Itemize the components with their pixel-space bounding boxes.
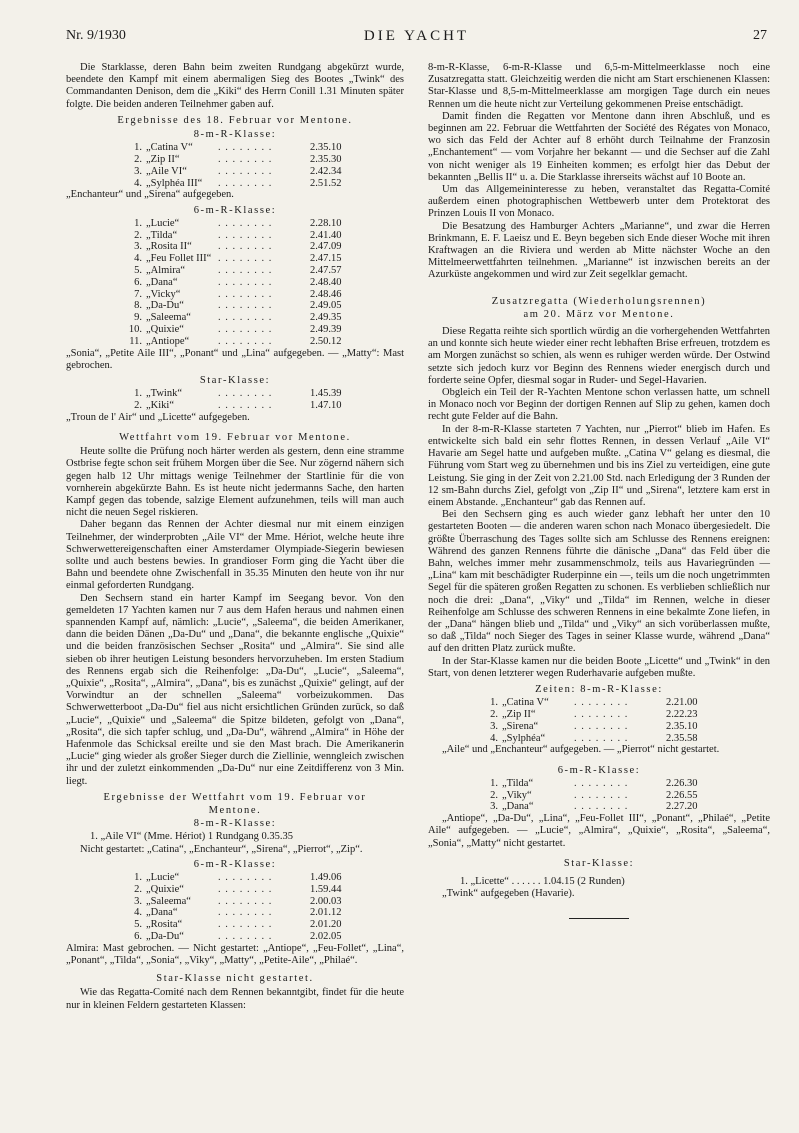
result-time: 2.21.00 bbox=[666, 697, 698, 709]
article-paragraph: In der Star-Klasse kamen nur die beiden Boote „Licette“ und „Twink“ in den Start, von denen letzterer wegen Ruderhavarie aufgeben mußte. bbox=[428, 655, 770, 679]
result-rank: 2. bbox=[134, 154, 142, 166]
leader-dots: . . . . . . . . bbox=[574, 732, 629, 744]
results-19-heading-cont: Mentone. bbox=[208, 805, 262, 817]
result-row bbox=[122, 218, 342, 230]
result-rank: 3. bbox=[134, 165, 142, 177]
result-rank: 3. bbox=[134, 895, 142, 907]
result-boat: „Da-Du“ bbox=[146, 931, 184, 943]
leader-dots: . . . . . . . . bbox=[218, 931, 273, 943]
results-table-6m bbox=[122, 218, 342, 348]
leader-dots: . . . . . . . . bbox=[574, 697, 629, 709]
result-row bbox=[122, 142, 342, 154]
race-19-paragraph: Daher begann das Rennen der Achter diesmal nur mit einem einzigen Teilnehmer, der winderprobten „Aile VI“ der Mme. Hériot, welche heute ihre Schwerwettereigenschaften einer Amsterdamer Olympiade-Siegerin bewiesen sollte und auch bestens bewies. In grandioser Form ging die Yacht über die Bahn und beendete ohne Zwischenfall in 35.35 Minuten den heute von ihr nur einmal geforderten Rundgang. bbox=[66, 519, 404, 592]
result-boat: „Antiope“ bbox=[146, 335, 190, 347]
result-boat: „Catina V“ bbox=[502, 697, 549, 709]
article-paragraph: Obgleich ein Teil der R-Yachten Mentone schon verlassen hatte, um schnell in Monaco noch vor Beginn der dortigen Rennen auf Slip zu gehen, kamen doch recht gute Felder auf die Bahn. bbox=[428, 387, 770, 423]
result-time: 2.02.05 bbox=[310, 931, 342, 943]
result-time: 2.49.05 bbox=[310, 300, 342, 312]
result-row bbox=[478, 790, 698, 802]
result-row bbox=[122, 324, 342, 336]
article-paragraph: Damit finden die Regatten vor Mentone dann ihren Abschluß, und es beginnen am 22. Februar die Wettfahrten der Société des Régates von Monaco, wo sich das Feld der Achter auf 8 erhöht durch Teilnahme der Franzosin „Enchantement“ — vom Vorjahre her bekannt — und die Sechser auf die Zahl von nicht weniger als 19 Einheiten kommen; es erfolgt hier das Debut der bekannten „Bellis II“ u. a. Die Starklasse ihrerseits wächst auf 10 Boote an. bbox=[428, 110, 770, 183]
leader-dots: . . . . . . . . bbox=[218, 312, 273, 324]
result-time: 2.35.10 bbox=[310, 142, 342, 154]
leader-dots: . . . . . . . . bbox=[218, 154, 273, 166]
result-time: 2.41.40 bbox=[310, 229, 342, 241]
result-time: 2.48.46 bbox=[310, 288, 342, 300]
star-class-note: „Twink“ aufgegeben (Havarie). bbox=[442, 888, 575, 900]
result-row bbox=[122, 336, 342, 348]
result-boat: „Tilda“ bbox=[146, 229, 178, 241]
extra-race-heading: Zusatzregatta (Wiederholungsrennen) bbox=[491, 295, 707, 307]
result-row bbox=[122, 253, 342, 265]
leader-dots: . . . . . . . . bbox=[218, 177, 273, 189]
result-row bbox=[478, 778, 698, 790]
results-table-6m bbox=[478, 778, 698, 813]
result-time: 2.26.30 bbox=[666, 777, 698, 789]
leader-dots: . . . . . . . . bbox=[574, 777, 629, 789]
result-time: 1.47.10 bbox=[310, 399, 342, 411]
result-row bbox=[478, 733, 698, 745]
leader-dots: . . . . . . . . bbox=[574, 720, 629, 732]
race-19-paragraph: Heute sollte die Prüfung noch härter werden als gestern, denn eine stramme Ostbrise fegte schon seit frühem Morgen über die See. Nur zögernd nähern sich gegen halb 12 Uhr mittags wenige Teilnehmer der Startlinie für die von vornherein abgekürzte Bahn. Es ist heute nicht jedermanns Sache, den harten Kampf gegen das tobende, salzige Element aufzunehmen, teils will man auch nicht die neuen Segel riskieren. bbox=[66, 446, 404, 519]
result-rank: 11. bbox=[129, 335, 142, 347]
class-8m-not-started: Nicht gestartet: „Catina“, „Enchanteur“, „Sirena“, „Pierrot“, „Zip“. bbox=[80, 843, 363, 855]
result-time: 2.35.58 bbox=[666, 732, 698, 744]
result-rank: 2. bbox=[134, 229, 142, 241]
result-rank: 2. bbox=[490, 708, 498, 720]
result-boat: „Zip II“ bbox=[502, 708, 536, 720]
result-boat: „Sylphéa“ bbox=[502, 732, 546, 744]
result-time: 2.00.03 bbox=[310, 895, 342, 907]
result-time: 2.48.40 bbox=[310, 276, 342, 288]
result-row bbox=[122, 896, 342, 908]
result-time: 2.47.09 bbox=[310, 241, 342, 253]
star-class-result: 1. „Licette“ . . . . . . 1.04.15 (2 Runden) bbox=[460, 875, 625, 887]
result-boat: „Vicky“ bbox=[146, 288, 181, 300]
star-not-started-paragraph: Wie das Regatta-Comité nach dem Rennen bekanntgibt, findet für die heute nur in kleinen Feldern gestarteten Klassen: bbox=[66, 987, 404, 1011]
result-time: 2.49.35 bbox=[310, 312, 342, 324]
result-rank: 2. bbox=[134, 883, 142, 895]
result-time: 2.49.39 bbox=[310, 323, 342, 335]
result-row bbox=[122, 388, 342, 400]
page-number: 27 bbox=[753, 28, 767, 43]
result-rank: 1. bbox=[490, 697, 498, 709]
leader-dots: . . . . . . . . bbox=[218, 276, 273, 288]
result-boat: „Tilda“ bbox=[502, 777, 534, 789]
magazine-title: DIE YACHT bbox=[363, 28, 470, 44]
result-rank: 3. bbox=[134, 241, 142, 253]
leader-dots: . . . . . . . . bbox=[218, 919, 273, 931]
article-paragraph: Diese Regatta reihte sich sportlich würdig an die vorhergehenden Wettfahrten an und konnte sich heute wieder einer recht lebhaften Brise erfreuen, trotzdem es am Morgen zunächst so schien, als wenn es ruhiger werden würde. Der Ostwind setzte sich jedoch kurz vor Beginn des Rennens wieder energisch durch und forderte seine Opfer, diesmal sogar in Ruder- und Segel-Havarien. bbox=[428, 326, 770, 386]
result-rank: 2. bbox=[490, 789, 498, 801]
result-boat: „Lucie“ bbox=[146, 217, 180, 229]
class-6m-heading: 6-m-R-Klasse: bbox=[193, 204, 277, 216]
leader-dots: . . . . . . . . bbox=[218, 253, 273, 265]
result-time: 1.59.44 bbox=[310, 883, 342, 895]
class-8m-result: 1. „Aile VI“ (Mme. Hériot) 1 Rundgang 0.35.35 bbox=[90, 831, 294, 843]
class-6m-note: „Antiope“, „Da-Du“, „Lina“, „Feu-Follet III“, „Ponant“, „Philaé“, „Petite Aile“ aufgegeben. — „Lucie“, „Almira“, „Quixie“, „Rosita“, „Saleema“, „Sonia“, „Matty“ nicht gestartet. bbox=[428, 813, 770, 849]
result-boat: „Dana“ bbox=[146, 276, 178, 288]
result-rank: 6. bbox=[134, 931, 142, 943]
leader-dots: . . . . . . . . bbox=[218, 142, 273, 154]
result-row bbox=[478, 709, 698, 721]
result-rank: 3. bbox=[490, 801, 498, 813]
result-boat: „Sirena“ bbox=[502, 720, 539, 732]
result-rank: 1. bbox=[134, 217, 142, 229]
right-column bbox=[428, 62, 770, 919]
leader-dots: . . . . . . . . bbox=[218, 872, 273, 884]
result-boat: „Rosita“ bbox=[146, 919, 183, 931]
result-row bbox=[122, 931, 342, 943]
results-table-8m bbox=[122, 142, 342, 189]
result-rank: 8. bbox=[134, 300, 142, 312]
result-rank: 4. bbox=[134, 177, 142, 189]
result-boat: „Aile VI“ bbox=[146, 165, 187, 177]
leader-dots: . . . . . . . . bbox=[218, 265, 273, 276]
result-rank: 2. bbox=[134, 399, 142, 411]
result-rank: 3. bbox=[490, 720, 498, 732]
issue-number: Nr. 9/1930 bbox=[66, 28, 126, 43]
results-table-8m bbox=[478, 697, 698, 744]
result-time: 2.26.55 bbox=[666, 789, 698, 801]
leader-dots: . . . . . . . . bbox=[574, 789, 629, 801]
leader-dots: . . . . . . . . bbox=[218, 165, 273, 177]
result-row bbox=[122, 919, 342, 931]
results-table-6m bbox=[122, 872, 342, 943]
result-boat: „Lucie“ bbox=[146, 872, 180, 884]
leader-dots: . . . . . . . . bbox=[218, 907, 273, 919]
result-boat: „Saleema“ bbox=[146, 895, 191, 907]
leader-dots: . . . . . . . . bbox=[218, 323, 273, 335]
result-row bbox=[122, 178, 342, 190]
result-boat: „Sylphéa III“ bbox=[146, 177, 203, 189]
result-boat: „Dana“ bbox=[502, 801, 534, 813]
extra-race-heading-date: am 20. März vor Mentone. bbox=[523, 308, 675, 320]
result-rank: 4. bbox=[134, 907, 142, 919]
result-boat: „Dana“ bbox=[146, 907, 178, 919]
result-boat: „Zip II“ bbox=[146, 154, 180, 166]
result-boat: „Feu Follet III“ bbox=[146, 253, 212, 265]
class-6m-heading: 6-m-R-Klasse: bbox=[193, 858, 277, 870]
star-class-heading: Star-Klasse: bbox=[199, 374, 271, 386]
race-19-paragraph: Den Sechsern stand ein harter Kampf im Seegang bevor. Von den gemeldeten 17 Yachten kamen nur 7 aus dem Hafen heraus und nahmen einen spannenden Kampf auf, nämlich: „Lucie“, „Saleema“, die beiden Amerikaner, dann die beiden Dänen „Da-Du“ und „Dana“, die bekannte englische „Quixie“ und die beiden französischen Sechser „Rosita“ und „Almira“. Sie sind alle sieben ob ihrer heutigen Leistung besonders hervorzuheben. Im ersten Stadium des Rennens ergab sich die Reihenfolge: „Da-Du“, „Lucie“, „Saleema“, „Quixie“, „Rosita“, „Almira“, „Dana“, bis es zunächst „Quixie“ gelingt, auf der Vorwindtur an der schnellen „Saleema“ vorbeizukommen. Das Schwerwetterboot „Da-Du“ fiel aus nicht ersichtlichen Gründen zurück, so daß „Lucie“, „Quixie“ und „Saleema“ die Spitze bildeten, gefolgt von „Dana“, „Rosita“, die sich tapfer schlug, und „Da-Du“, während „Almira“ in Höhe der Hafenmole das Schicksal ereilte und sie den Mast brach. Die Amerikanerin „Lucie“ ging wieder als großer Sieger durch die Ziellinie, wenngleich zwischen ihr und der zuletzt einkommenden „Da-Du“ nur eine Zeitdifferenz von 3 Min. liegt. bbox=[66, 592, 404, 787]
result-rank: 5. bbox=[134, 919, 142, 931]
result-boat: „Quixie“ bbox=[146, 883, 184, 895]
result-row bbox=[122, 241, 342, 253]
class-8m-note: „Aile“ und „Enchanteur“ aufgegeben. — „Pierrot“ nicht gestartet. bbox=[442, 744, 720, 756]
result-rank: 7. bbox=[134, 288, 142, 300]
result-rank: 1. bbox=[134, 388, 142, 400]
result-boat: „Almira“ bbox=[146, 265, 186, 276]
leader-dots: . . . . . . . . bbox=[218, 335, 273, 347]
result-rank: 6. bbox=[134, 276, 142, 288]
result-boat: „Catina V“ bbox=[146, 142, 193, 154]
class-8m-note: „Enchanteur“ und „Sirena“ aufgegeben. bbox=[66, 189, 234, 201]
result-time: 2.01.12 bbox=[310, 907, 342, 919]
class-6m-note: „Sonia“, „Petite Aile III“, „Ponant“ und „Lina“ aufgegeben. — „Matty“: Mast gebrochen. bbox=[66, 347, 404, 371]
leader-dots: . . . . . . . . bbox=[218, 217, 273, 229]
star-not-started-heading: Star-Klasse nicht gestartet. bbox=[156, 973, 314, 985]
results-18-heading: Ergebnisse des 18. Februar vor Mentone. bbox=[117, 114, 353, 126]
result-time: 2.22.23 bbox=[666, 708, 698, 720]
article-paragraph: 8-m-R-Klasse, 6-m-R-Klasse und 6,5-m-Mittelmeerklasse noch eine Zusatzregatta statt. Gleichzeitig werden die nicht am Start erschienenen Klassen: Star-Klasse und 8,5-m-Mittelmeerklasse am morgigen Tage durch ein neues Rennen um die heute nicht zur Verteilung gekommenen Preise entschädigt. bbox=[428, 62, 770, 110]
leader-dots: . . . . . . . . bbox=[218, 300, 273, 312]
result-rank: 9. bbox=[134, 312, 142, 324]
result-time: 1.45.39 bbox=[310, 388, 342, 400]
result-boat: „Viky“ bbox=[502, 789, 532, 801]
result-row bbox=[478, 721, 698, 733]
left-column bbox=[66, 62, 404, 1012]
result-time: 2.28.10 bbox=[310, 217, 342, 229]
result-row bbox=[122, 277, 342, 289]
leader-dots: . . . . . . . . bbox=[218, 229, 273, 241]
result-rank: 4. bbox=[490, 732, 498, 744]
times-8m-heading: Zeiten: 8-m-R-Klasse: bbox=[535, 683, 663, 695]
leader-dots: . . . . . . . . bbox=[218, 288, 273, 300]
result-rank: 1. bbox=[134, 142, 142, 154]
result-row bbox=[122, 230, 342, 242]
result-row bbox=[122, 166, 342, 178]
article-paragraph: Um das Allgemeininteresse zu heben, veranstaltet das Regatta-Comité außerdem einen photographischen Wettbewerb unter dem Protektorat des Prinzen Louis II von Monaco. bbox=[428, 184, 770, 220]
result-rank: 1. bbox=[134, 872, 142, 884]
result-time: 1.49.06 bbox=[310, 872, 342, 884]
results-table-star bbox=[122, 388, 342, 412]
intro-paragraph: Die Starklasse, deren Bahn beim zweiten Rundgang abgekürzt wurde, beendete den Kampf mit einem abermaligen Sieg des Bootes „Twink“ des Commandanten Denison, dem die „Kiki“ des Herrn Conill 1.31 Minuten später folgte. Die beiden anderen Teilnehmer gaben auf. bbox=[66, 62, 404, 110]
result-boat: „Twink“ bbox=[146, 388, 183, 400]
result-row bbox=[478, 801, 698, 813]
race-19-heading: Wettfahrt vom 19. Februar vor Mentone. bbox=[119, 431, 351, 443]
star-class-note: „Troun de l' Air“ und „Licette“ aufgegeben. bbox=[66, 411, 250, 423]
result-rank: 10. bbox=[128, 323, 142, 335]
class-6m-heading: 6-m-R-Klasse: bbox=[557, 764, 641, 776]
result-time: 2.51.52 bbox=[310, 177, 342, 189]
result-row bbox=[122, 907, 342, 919]
result-rank: 1. bbox=[490, 777, 498, 789]
page-header bbox=[66, 28, 767, 48]
result-boat: „Kiki“ bbox=[146, 399, 174, 411]
leader-dots: . . . . . . . . bbox=[218, 399, 273, 411]
end-rule bbox=[569, 918, 629, 919]
result-rank: 4. bbox=[134, 253, 142, 265]
leader-dots: . . . . . . . . bbox=[218, 388, 273, 400]
result-boat: „Rosita II“ bbox=[146, 241, 192, 253]
result-time: 2.27.20 bbox=[666, 801, 698, 813]
result-row bbox=[478, 697, 698, 709]
result-row bbox=[122, 154, 342, 166]
result-rank: 5. bbox=[134, 265, 142, 276]
article-paragraph: In der 8-m-R-Klasse starteten 7 Yachten, nur „Pierrot“ blieb im Hafen. Es entwickelte sich bald ein sehr flottes Rennen, in dessen Verlauf „Aile VI“ Havarie am Segel hatte und aufgeben mußte. „Catina V“ gelang es diesmal, die Führung vom Start weg zu übernehmen und bis ins Ziel zu verteidigen, eine gute Leistung. Sie ging in der Zeit von 2.21.00 Std. nach Erledigung der 3 Runden der 12 sm-Bahn durchs Ziel, gefolgt von „Zip II“ und „Sirena“, letztere kam erst in einem Abstande. „Enchanteur“ gab das Rennen auf. bbox=[428, 423, 770, 508]
class-6m-note: Almira: Mast gebrochen. — Nicht gestartet: „Antiope“, „Feu-Follet“, „Lina“, „Ponant“, „Tilda“, „Sonia“, „Viky“, „Matty“, „Petite-Aile“, „Philaé“. bbox=[66, 942, 404, 967]
result-row bbox=[122, 289, 342, 301]
result-time: 2.42.34 bbox=[310, 165, 342, 177]
leader-dots: . . . . . . . . bbox=[218, 241, 273, 253]
result-row bbox=[122, 312, 342, 324]
result-time: 2.47.15 bbox=[310, 253, 342, 265]
result-boat: „Saleema“ bbox=[146, 312, 191, 324]
result-row bbox=[122, 400, 342, 412]
article-paragraph: Bei den Sechsern ging es auch wieder ganz lebhaft her unter den 10 gestarteten Booten — die anderen waren schon nach Monaco übergesiedelt. Die größte Überraschung des Tages sollte sich am Schlusse des Rennens ereignen: Während des ganzen Rennens führte die dänische „Dana“ das Feld über die Bahn, welches immer mehr zusammenschmolz, teils aus Havariegründen — „Lina“ kam mit beschädigter Ruderpinne ein —, teils um die noch ungetrimmten Segel für die späteren großen Regatten zu schonen. Es verblieben schließlich nur noch die drei: „Dana“, „Viky“ und „Tilda“ im Rennen, welche in dieser Reihenfolge am Schlusse des schweren Rennens in eine bekalmte Zone liefen, in der „Dana“ hängen blieb und „Tilda“ und „Viky“ an sich vorüberlassen mußte, so daß „Tilda“ noch Sieger des Tages in seiner Klasse wurde, während „Dana“ auf den dritten Platz zurück mußte. bbox=[428, 509, 770, 655]
result-time: 2.35.10 bbox=[666, 720, 698, 732]
leader-dots: . . . . . . . . bbox=[574, 708, 629, 720]
result-row bbox=[122, 872, 342, 884]
result-boat: „Quixie“ bbox=[146, 323, 184, 335]
result-time: 2.50.12 bbox=[310, 335, 342, 347]
result-row bbox=[122, 884, 342, 896]
class-8m-heading: 8-m-R-Klasse: bbox=[193, 129, 277, 141]
class-8m-heading: 8-m-R-Klasse: bbox=[193, 818, 277, 830]
star-class-heading: Star-Klasse: bbox=[563, 857, 635, 869]
result-row bbox=[122, 265, 342, 277]
result-time: 2.47.57 bbox=[310, 265, 342, 276]
result-row bbox=[122, 300, 342, 312]
leader-dots: . . . . . . . . bbox=[574, 801, 629, 813]
leader-dots: . . . . . . . . bbox=[218, 883, 273, 895]
leader-dots: . . . . . . . . bbox=[218, 895, 273, 907]
results-19-heading: Ergebnisse der Wettfahrt vom 19. Februar vor bbox=[103, 791, 367, 803]
result-time: 2.01.20 bbox=[310, 919, 342, 931]
article-paragraph: Die Besatzung des Hamburger Achters „Marianne“, und zwar die Herren Brinkmann, E. F. Laeisz und E. Beyn begeben sich Ende dieser Woche mit ihren Kraftwagen an die Riviera und werden ab Mitte nächster Woche an den Mittelmeerwettfahrten teilnehmen. „Marianne“ ist inzwischen bereits an der Azurküste angekommen und wird zur Zeit segelklar gemacht. bbox=[428, 220, 770, 281]
result-time: 2.35.30 bbox=[310, 154, 342, 166]
result-boat: „Da-Du“ bbox=[146, 300, 184, 312]
